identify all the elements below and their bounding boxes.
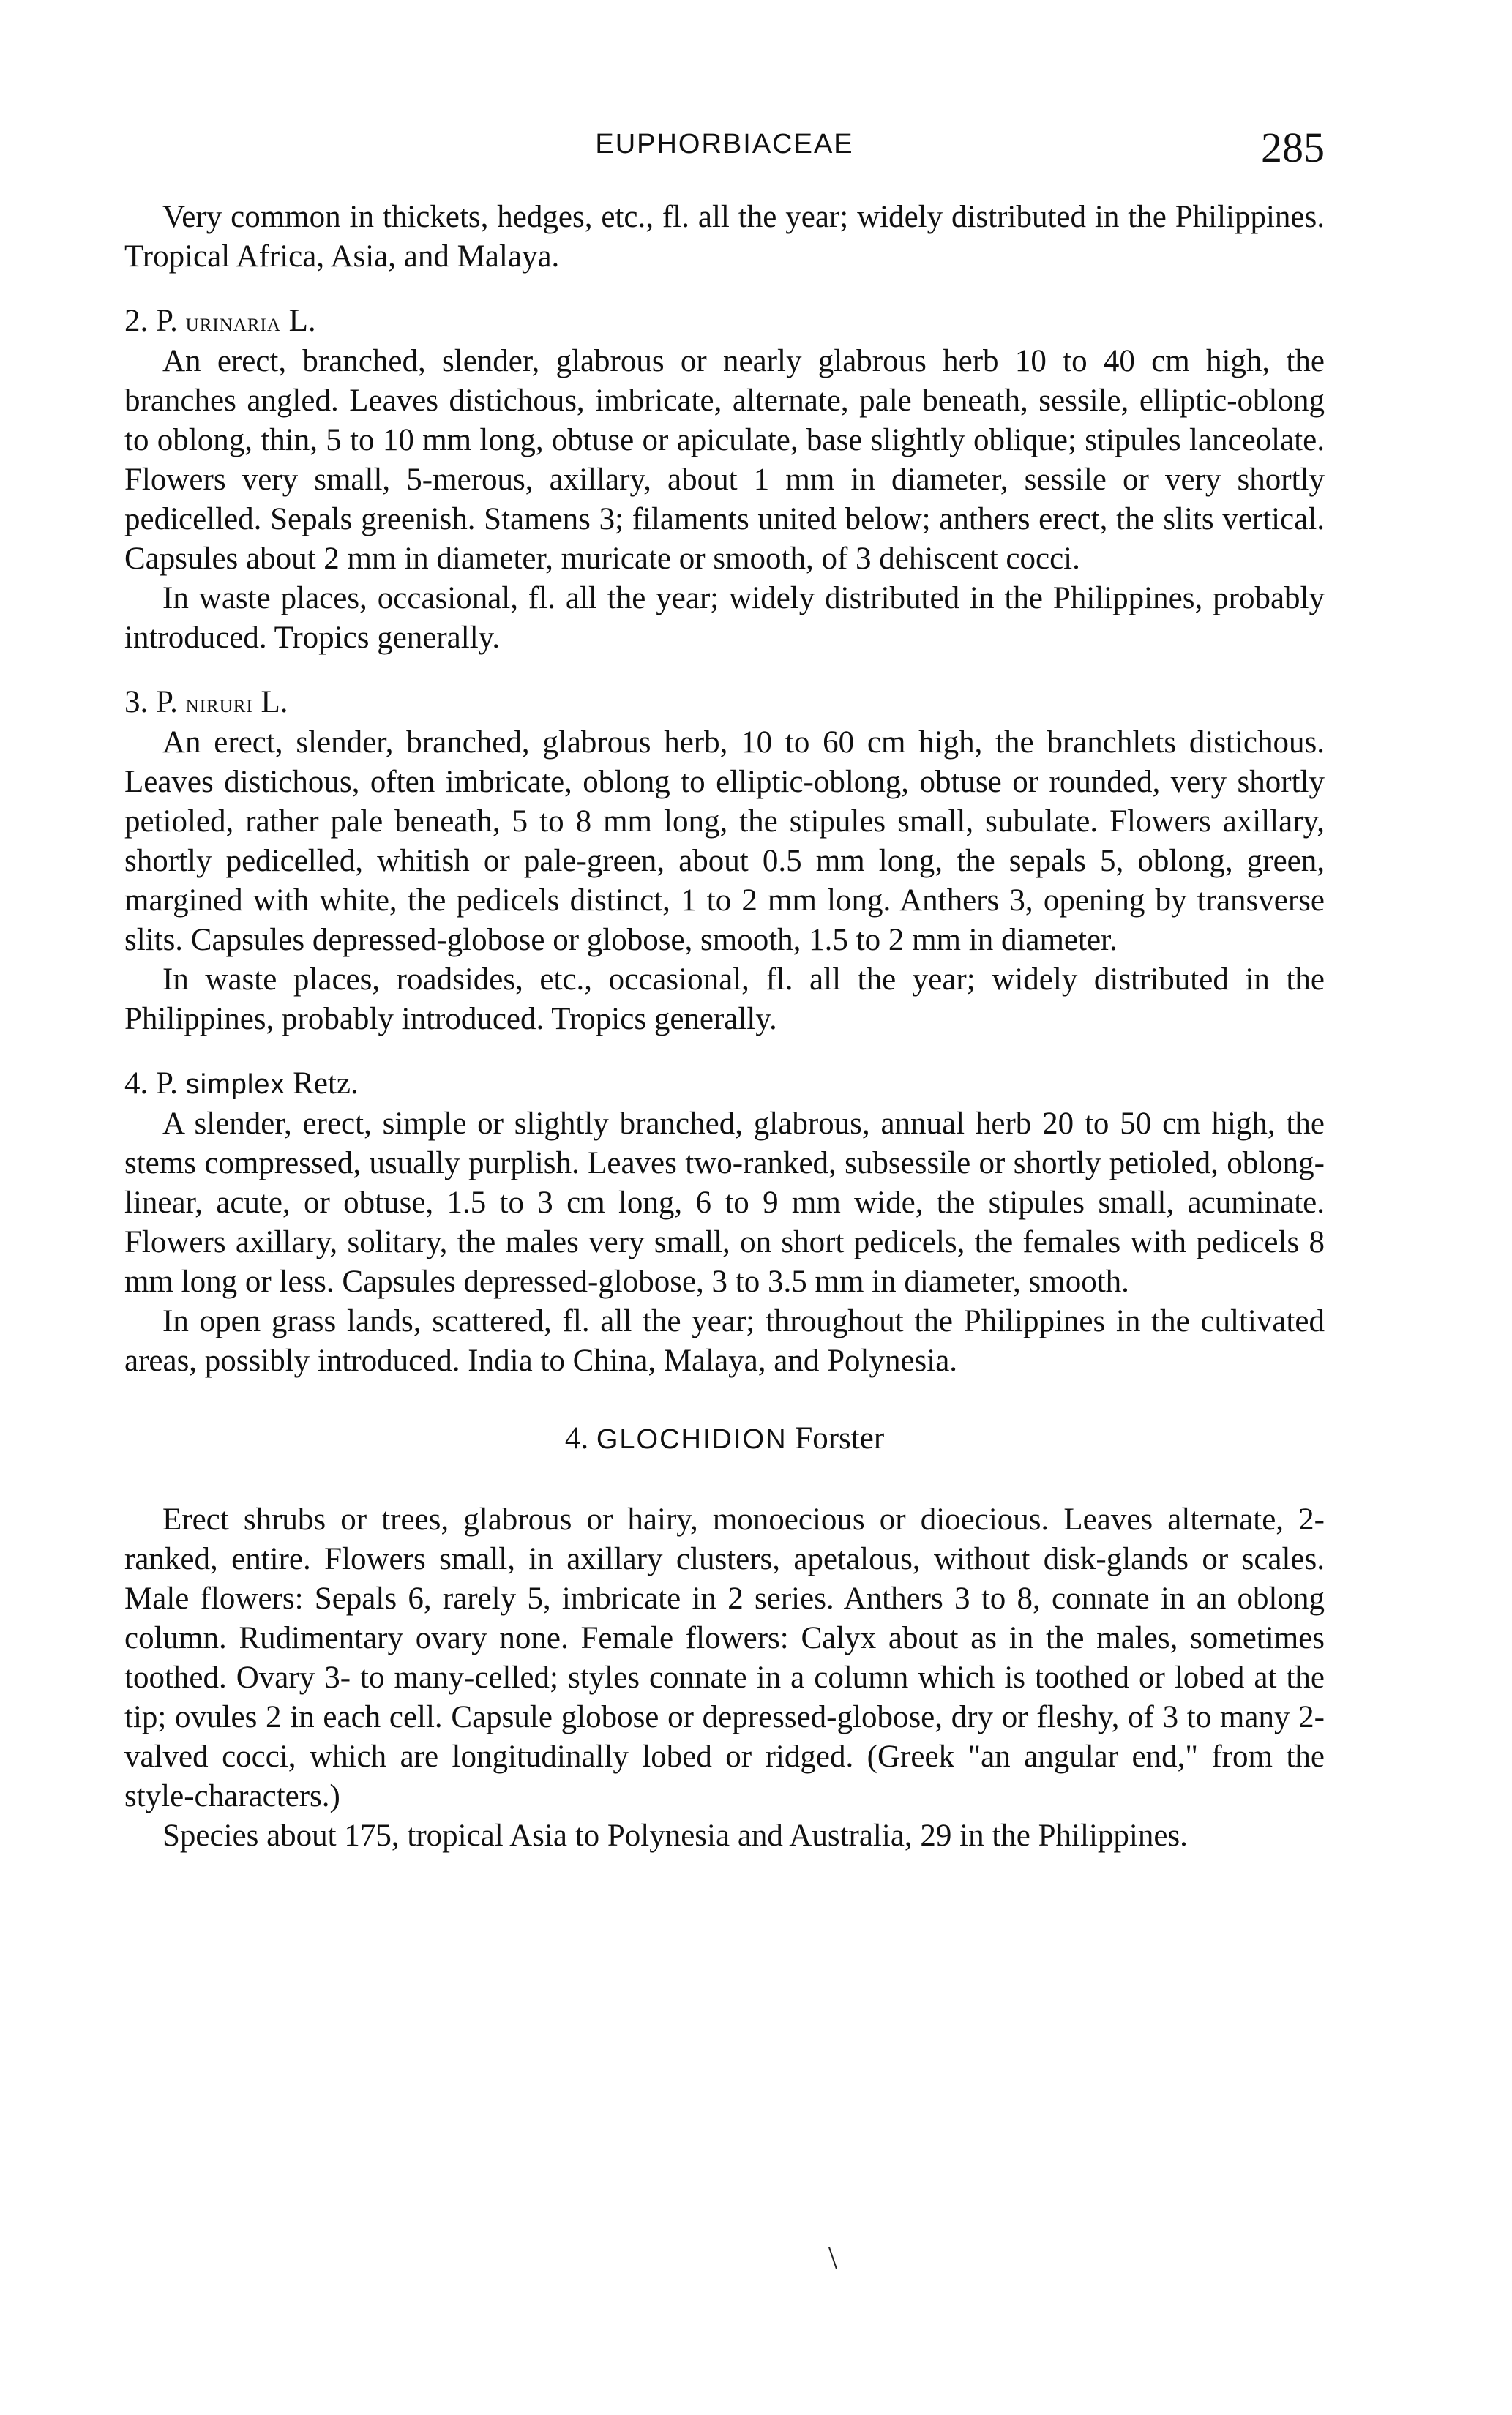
genus-description: Erect shrubs or trees, glabrous or hairy, monoecious or dioecious. Leaves alternate, 2-ranked, entire. Flowers small, in axillary clusters, apetalous, without disk-glands or scales. Male flowers: Sepals 6, rarely 5, imbricate in 2 series. Anthers 3 to 8, connate in an oblong column. Rudimentary ovary none. Female flowers: Calyx about as in the males, sometimes toothed. Ovary 3- to many-celled; styles connate in a column which is toothed or lobed at the tip; ovules 2 in each cell. Capsule globose or depressed-globose, dry or fleshy, of 3 to many 2-valved cocci, which are longitudinally lobed or ridged. (Greek "an angular end," from the style-characters.)	[124, 1502, 1325, 1813]
species-author: L.	[261, 685, 288, 719]
page-header	[124, 123, 1325, 174]
species-number: 4. P.	[124, 1066, 178, 1101]
species-heading	[124, 683, 1325, 723]
genus-heading	[124, 1419, 1325, 1459]
species-description: A slender, erect, simple or slightly branched, glabrous, annual herb 20 to 50 cm high, the stems compressed, usually purplish. Leaves two-ranked, subsessile or shortly petioled, oblong-linear, acute, or obtuse, 1.5 to 3 cm long, 6 to 9 mm wide, the stipules small, acuminate. Flowers axillary, solitary, the males very small, on short pedicels, the females with pedicels 8 mm long or less. Capsules depressed-globose, 3 to 3.5 mm in diameter, smooth.	[124, 1107, 1325, 1299]
genus-name: GLOCHIDION	[596, 1424, 787, 1455]
species-description: An erect, slender, branched, glabrous herb, 10 to 60 cm high, the branchlets distichous. Leaves distichous, often imbricate, oblong to elliptic-oblong, obtuse or rounded, very shortly petioled, rather pale beneath, 5 to 8 mm long, the stipules small, subulate. Flowers axillary, shortly pedicelled, whitish or pale-green, about 0.5 mm long, the sepals 5, oblong, green, margined with white, the pedicels distinct, 1 to 2 mm long. Anthers 3, opening by transverse slits. Capsules depressed-globose or globose, smooth, 1.5 to 2 mm in diameter.	[124, 725, 1325, 957]
preceding-species-distribution: Very common in thickets, hedges, etc., fl. all the year; widely distributed in the Philippines. Tropical Africa, Asia, and Malaya.	[124, 200, 1325, 274]
page-number: 285	[1261, 124, 1325, 171]
species-author: L.	[288, 304, 316, 338]
page-body	[124, 198, 1325, 1856]
species-description: An erect, branched, slender, glabrous or nearly glabrous herb 10 to 40 cm high, the branches angled. Leaves distichous, imbricate, alternate, pale beneath, sessile, elliptic-oblong to oblong, thin, 5 to 10 mm long, obtuse or apiculate, base slightly oblique; stipules lanceolate. Flowers very small, 5-merous, axillary, about 1 mm in diameter, sessile or very shortly pedicelled. Sepals greenish. Stamens 3; filaments united below; anthers erect, the slits vertical. Capsules about 2 mm in diameter, muricate or smooth, of 3 dehiscent cocci.	[124, 344, 1325, 576]
species-heading	[124, 1064, 1325, 1104]
species-distribution: In waste places, occasional, fl. all the year; widely distributed in the Philippines, probably introduced. Tropics generally.	[124, 581, 1325, 655]
species-author: Retz.	[293, 1066, 359, 1101]
species-heading	[124, 302, 1325, 342]
species-distribution: In open grass lands, scattered, fl. all the year; throughout the Philippines in the cultivated areas, possibly introduced. India to China, Malaya, and Polynesia.	[124, 1304, 1325, 1378]
species-number: 2. P.	[124, 304, 178, 338]
species-name: urinaria	[185, 307, 281, 337]
genus-number: 4.	[564, 1421, 589, 1456]
species-name: simplex	[185, 1069, 285, 1100]
genus-species-note: Species about 175, tropical Asia to Polynesia and Australia, 29 in the Philippines.	[162, 1819, 1188, 1853]
species-name: niruri	[185, 689, 253, 718]
stray-mark: \	[828, 2240, 838, 2276]
species-distribution: In waste places, roadsides, etc., occasional, fl. all the year; widely distributed in the Philippines, probably introduced. Tropics generally.	[124, 962, 1325, 1036]
genus-author: Forster	[795, 1421, 885, 1456]
running-head: EUPHORBIACEAE	[595, 129, 854, 160]
species-number: 3. P.	[124, 685, 178, 719]
